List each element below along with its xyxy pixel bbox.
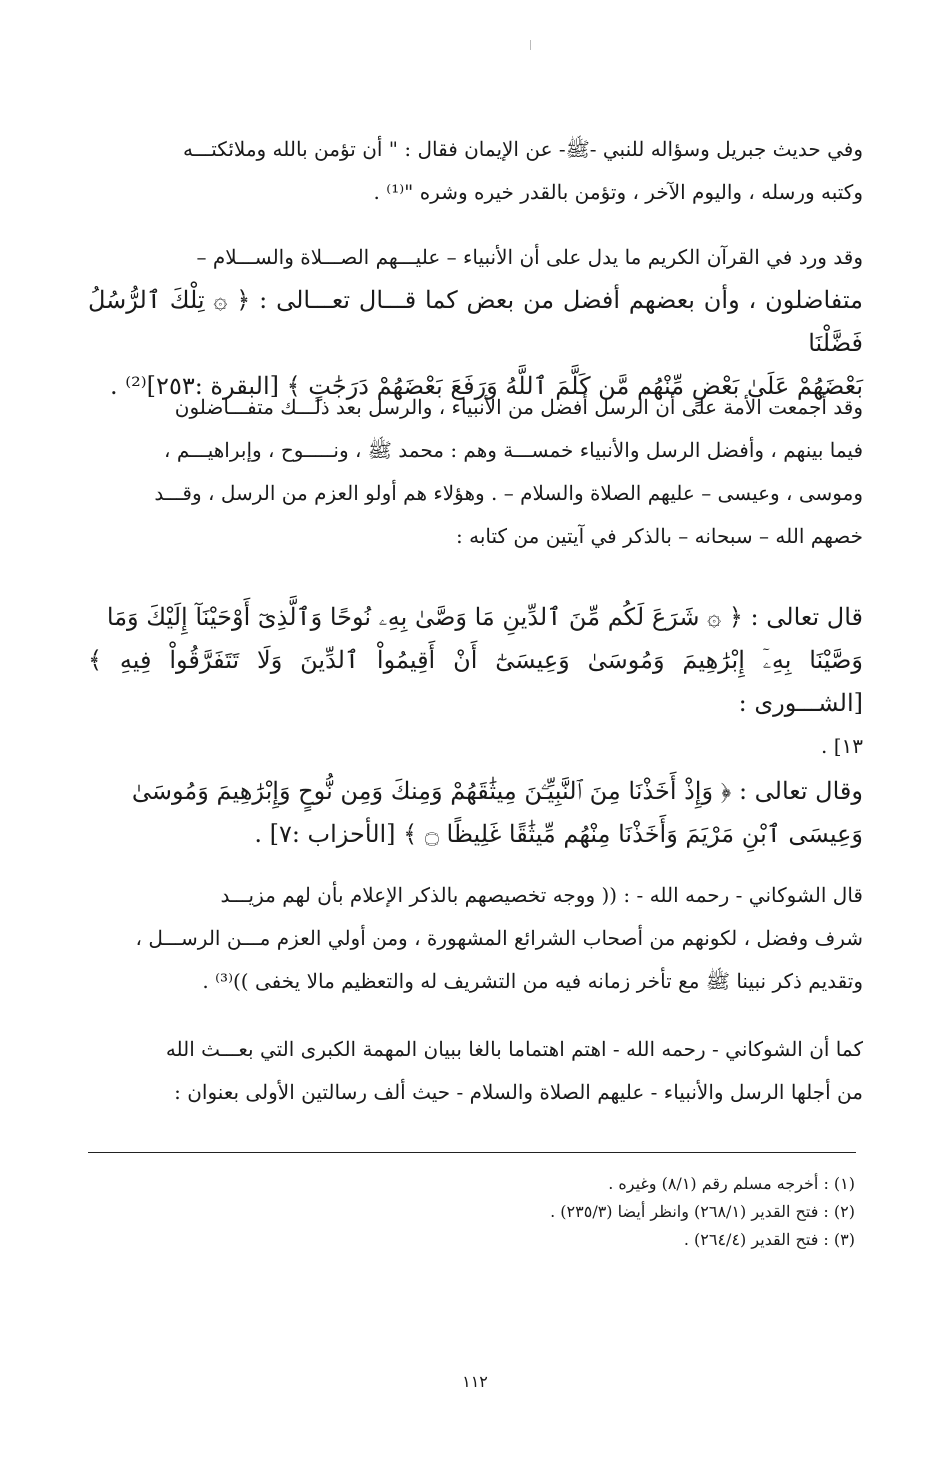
verse-line: وقال تعالى : ﴿ وَإِذْ أَخَذْنَا مِنَ ٱلنَّبِيِّـۧنَ مِيثَٰقَهُمْ وَمِنكَ وَمِن نُّوحٍ وَإِبْرَٰهِيمَ وَمُوسَىٰ — [131, 777, 863, 805]
verse-line: بَعْضَهُمْ عَلَىٰ بَعْضٍ مِّنْهُم مَّن كَلَّمَ ٱللَّهُ وَرَفَعَ بَعْضَهُمْ دَرَجَٰتٍ ﴾ [البقرة :٢٥٣]⁽²⁾ . — [110, 372, 863, 400]
text-line: شرف وفضل ، لكونهم من أصحاب الشرائع المشهورة ، ومن أولي العزم مـــن الرســـل ، — [135, 926, 863, 950]
footnotes — [88, 1170, 855, 1254]
text-line-with-verse: متفاضلون ، وأن بعضهم أفضل من بعض كما قـــال تعـــالى : ﴿ ۞ تِلْكَ ٱلرُّسُلُ فَضَّلْنَا — [88, 286, 863, 357]
text-line: وكتبه ورسله ، واليوم الآخر ، وتؤمن بالقدر خيره وشره "⁽¹⁾ . — [373, 180, 863, 204]
text-line: خصهم الله – سبحانه – بالذكر في آيتين من كتابه : — [456, 524, 863, 548]
verse-line: قال تعالى : ﴿ ۞ شَرَعَ لَكُم مِّنَ ٱلدِّينِ مَا وَصَّىٰ بِهِۦ نُوحًا وَٱلَّذِىٓ أَوْحَيْنَآ إِلَيْكَ وَمَا — [106, 603, 863, 631]
paragraph-hadith-jibril — [88, 128, 863, 214]
page-number: ١١٢ — [462, 1372, 488, 1391]
text-line: قال الشوكاني - رحمه الله - : (( ووجه تخصيصهم بالذكر الإعلام بأن لهم مزيـــد — [220, 883, 863, 907]
footnote-3: (٣) : فتح القدير (٢٦٤/٤) . — [683, 1230, 855, 1249]
text-line: من أجلها الرسل والأنبياء - عليهم الصلاة والسلام - حيث ألف رسالتين الأولى بعنوان : — [174, 1080, 863, 1104]
scan-mark — [530, 40, 531, 50]
paragraph-shawkani-quote — [88, 874, 863, 1003]
text-line: فيما بينهم ، وأفضل الرسل والأنبياء خمســـة وهم : محمد ﷺ ، ونـــــوح ، وإبراهيـــم ، — [164, 438, 863, 462]
text-line: وموسى ، وعيسى – عليهم الصلاة والسلام – . وهؤلاء هم أولو العزم من الرسل ، وقـــد — [154, 481, 863, 505]
verse-reference: ١٣] . — [820, 734, 863, 758]
footnote-2: (٢) : فتح القدير (٢٦٨/١) وانظر أيضا (٢٣٥/٣) . — [550, 1202, 855, 1221]
text-line: كما أن الشوكاني - رحمه الله - اهتم اهتماما بالغا ببيان المهمة الكبرى التي بعـــث الله — [165, 1037, 863, 1061]
paragraph-shura-verse — [88, 596, 863, 768]
text-line: وفي حديث جبريل وسؤاله للنبي -ﷺ- عن الإيمان فقال : " أن تؤمن بالله وملائكتـــه — [182, 137, 863, 161]
text-line: وتقديم ذكر نبينا ﷺ مع تأخر زمانه فيه من التشريف له والتعظيم مالا يخفى ))⁽³⁾ . — [202, 969, 863, 993]
paragraph-shawkani-treatises — [88, 1028, 863, 1114]
footnote-separator — [88, 1152, 856, 1153]
text-line: وقد أجمعت الأمة على أن الرسل أفضل من الأنبياء ، والرسل بعد ذلـــك متفـــاضلون — [174, 395, 863, 419]
text-line: وقد ورد في القرآن الكريم ما يدل على أن الأنبياء – عليـــهم الصـــلاة والســـلام – — [196, 245, 863, 269]
paragraph-messengers-consensus — [88, 386, 863, 558]
footnote-1: (١) : أخرجه مسلم رقم (٨/١) وغيره . — [608, 1174, 855, 1193]
paragraph-prophets-ranking — [88, 236, 863, 408]
verse-line: وَعِيسَى ٱبْنِ مَرْيَمَ وَأَخَذْنَا مِنْهُم مِّيثَٰقًا غَلِيظًا ۝ ﴾ [الأحزاب :٧] . — [254, 820, 863, 848]
verse-line: وَصَّيْنَا بِهِۦٓ إِبْرَٰهِيمَ وَمُوسَىٰ وَعِيسَىٰٓ أَنْ أَقِيمُواْ ٱلدِّينَ وَلَا تَتَفَرَّقُواْ فِيهِ ﴾ [الشـــورى : — [88, 646, 863, 717]
paragraph-ahzab-verse — [88, 770, 863, 856]
